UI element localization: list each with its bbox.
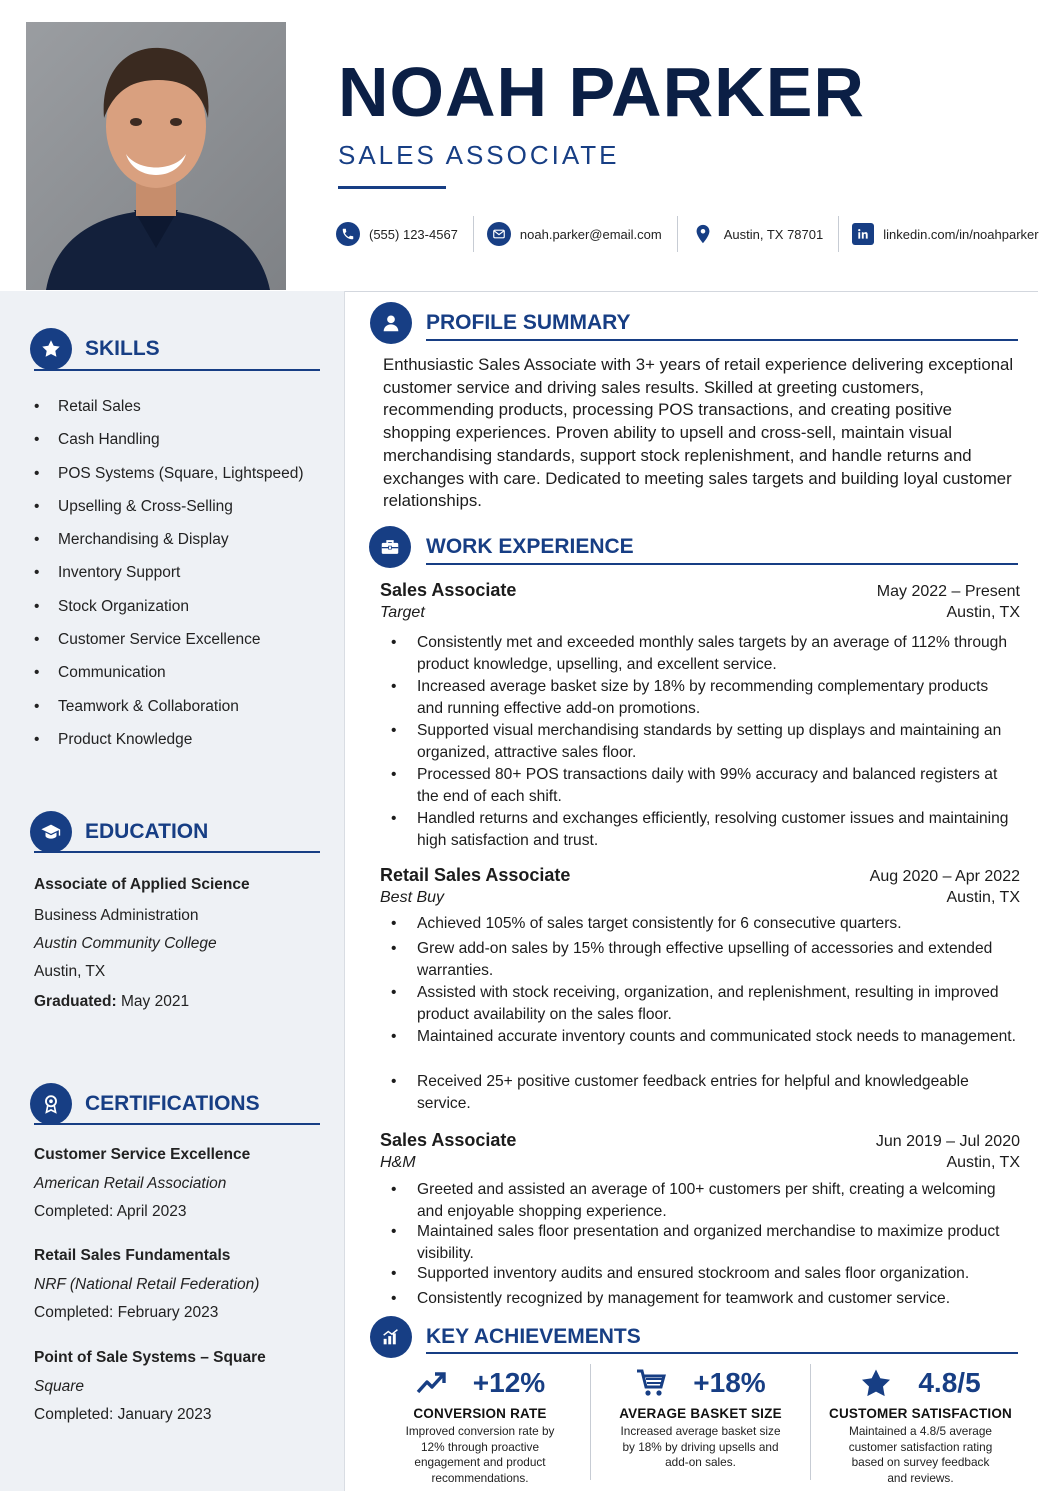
graduation-cap-icon <box>30 811 72 853</box>
achievement-label: CUSTOMER SATISFACTION <box>829 1406 1012 1421</box>
field-of-study: Business Administration <box>34 907 199 924</box>
list-item: • Retail Sales <box>34 398 304 431</box>
candidate-title: SALES ASSOCIATE <box>338 140 620 170</box>
section-rule <box>34 1123 320 1125</box>
achievement-card <box>370 1364 590 1485</box>
user-icon <box>370 302 412 344</box>
list-item: • Maintained accurate inventory counts and communicated stock needs to management. <box>417 1026 1017 1048</box>
certification-entry: Point of Sale Systems – Square Square Completed: January 2023 <box>34 1349 266 1423</box>
email-icon <box>487 222 511 246</box>
company-name: H&M <box>380 1154 416 1171</box>
section-rule <box>34 851 320 853</box>
list-item: • Merchandising & Display <box>34 531 304 564</box>
list-item: • Cash Handling <box>34 431 304 464</box>
achievement-value: 4.8/5 <box>918 1367 981 1398</box>
list-item: • Handled returns and exchanges efficiently, resolving customer issues and maintaining high satisfaction and trust. <box>417 808 1017 851</box>
section-title: WORK EXPERIENCE <box>426 535 634 558</box>
divider <box>473 216 474 252</box>
school-name: Austin Community College <box>34 935 217 952</box>
section-rule <box>426 563 1018 565</box>
portrait-image <box>26 22 286 290</box>
graduation-date: Graduated: May 2021 <box>34 993 190 1010</box>
achievement-value: +18% <box>693 1367 766 1398</box>
phone-text: (555) 123-4567 <box>369 226 458 242</box>
shopping-cart-icon <box>635 1368 667 1398</box>
company-name: Target <box>380 604 425 621</box>
list-item: • Product Knowledge <box>34 731 304 764</box>
list-item: • Teamwork & Collaboration <box>34 698 304 731</box>
profile-photo <box>26 22 286 290</box>
list-item: • Customer Service Excellence <box>34 631 304 664</box>
section-rule <box>426 339 1018 341</box>
skills-heading <box>30 328 160 370</box>
star-icon <box>860 1368 892 1398</box>
contact-location <box>691 222 824 246</box>
school-location: Austin, TX <box>34 963 106 980</box>
certifications-heading <box>30 1083 260 1125</box>
job-entry <box>380 1130 1020 1315</box>
education-entry <box>34 876 250 1011</box>
section-title: EDUCATION <box>85 820 209 843</box>
job-location: Austin, TX <box>946 604 1020 621</box>
job-dates: Aug 2020 – Apr 2022 <box>869 868 1020 885</box>
briefcase-icon <box>369 526 411 568</box>
achievement-description: Improved conversion rate by 12% through proactive engagement and product recommendations. <box>405 1424 555 1485</box>
achievement-card <box>590 1364 810 1480</box>
contact-bar <box>336 216 1048 252</box>
linkedin-icon <box>852 223 874 245</box>
list-item: • Upselling & Cross-Selling <box>34 498 304 531</box>
location-pin-icon <box>691 222 715 246</box>
company-name: Best Buy <box>380 889 445 906</box>
bar-chart-icon <box>370 1316 412 1358</box>
contact-email[interactable] <box>487 222 662 246</box>
phone-icon <box>336 222 360 246</box>
certification-entry: Retail Sales Fundamentals NRF (National Retail Federation) Completed: February 2023 <box>34 1247 260 1321</box>
achievement-label: AVERAGE BASKET SIZE <box>619 1406 782 1421</box>
section-title: PROFILE SUMMARY <box>426 311 631 334</box>
list-item: • Received 25+ positive customer feedback entries for helpful and knowledgeable service. <box>417 1071 1017 1114</box>
job-title: Sales Associate <box>380 580 517 600</box>
job-title: Retail Sales Associate <box>380 865 571 885</box>
achievements-row <box>370 1364 1030 1485</box>
divider <box>677 216 678 252</box>
achievement-card <box>810 1364 1030 1485</box>
section-rule <box>426 1352 1018 1354</box>
list-item: • Increased average basket size by 18% by recommending complementary products and running effective add-on promotions. <box>417 676 1017 719</box>
title-underline <box>338 186 446 189</box>
education-heading <box>30 811 208 853</box>
list-item: • Maintained sales floor presentation and organized merchandise to maximize product visibility. <box>417 1221 1017 1264</box>
list-item: • Achieved 105% of sales target consistently for 6 consecutive quarters. <box>417 913 1017 935</box>
job-location: Austin, TX <box>946 1154 1020 1171</box>
divider <box>838 216 839 252</box>
list-item: • Consistently recognized by management for teamwork and customer service. <box>417 1288 1037 1310</box>
job-title: Sales Associate <box>380 1130 517 1150</box>
job-dates: May 2022 – Present <box>876 583 1020 600</box>
job-dates: Jun 2019 – Jul 2020 <box>875 1133 1020 1150</box>
achievement-value: +12% <box>472 1367 546 1398</box>
list-item: • Assisted with stock receiving, organization, and replenishment, resulting in improved product availability on the sales floor. <box>417 982 1017 1025</box>
candidate-name: NOAH PARKER <box>338 53 865 131</box>
job-entry <box>380 865 1020 1125</box>
email-text: noah.parker@email.com <box>519 226 662 242</box>
list-item: • Supported inventory audits and ensured stockroom and sales floor organization. <box>417 1263 1017 1285</box>
list-item: • Grew add-on sales by 15% through effective upselling of accessories and extended warranties. <box>417 938 1017 981</box>
award-ribbon-icon <box>30 1083 72 1125</box>
work-heading <box>369 526 634 568</box>
list-item: • Communication <box>34 664 304 697</box>
linkedin-text: linkedin.com/in/noahparker <box>883 226 1039 242</box>
section-rule <box>34 369 320 371</box>
degree: Associate of Applied Science <box>34 876 250 893</box>
certification-entry: Customer Service Excellence American Retail Association Completed: April 2023 <box>34 1146 251 1220</box>
list-item: • POS Systems (Square, Lightspeed) <box>34 465 304 498</box>
skills-list <box>34 398 304 764</box>
achievement-label: CONVERSION RATE <box>413 1406 547 1421</box>
job-entry <box>380 580 1020 855</box>
list-item: • Greeted and assisted an average of 100+ customers per shift, creating a welcoming and enjoyable shopping experience. <box>417 1179 1017 1222</box>
location-text: Austin, TX 78701 <box>723 226 824 242</box>
star-icon <box>30 328 72 370</box>
trend-up-icon <box>415 1368 447 1398</box>
list-item: • Supported visual merchandising standards by setting up displays and maintaining an organized, attractive sales floor. <box>417 720 1017 763</box>
profile-summary-text: Enthusiastic Sales Associate with 3+ years of retail experience delivering exceptional customer service and driving sales results. Skilled at greeting customers, recommending products, processing POS transactions, and creating positive shopping experiences. Proven ability to upsell and cross-sell, maintain visual merchandising standards, support stock replenishment, and handle returns and exchanges with care. Dedicated to meeting sales targets and building loyal customer relationships. <box>383 355 1014 511</box>
contact-phone[interactable] <box>336 222 458 246</box>
list-item: • Stock Organization <box>34 598 304 631</box>
achievement-description: Maintained a 4.8/5 average customer satisfaction rating based on survey feedback and reviews. <box>848 1424 993 1485</box>
list-item: • Consistently met and exceeded monthly sales targets by an average of 112% through product knowledge, upselling, and excellent service. <box>417 632 1017 675</box>
job-location: Austin, TX <box>946 889 1020 906</box>
header-divider <box>302 291 1038 292</box>
section-title: CERTIFICATIONS <box>85 1092 260 1115</box>
list-item: • Processed 80+ POS transactions daily with 99% accuracy and balanced registers at the end of each shift. <box>417 764 1017 807</box>
profile-heading <box>370 302 631 344</box>
achievement-description: Increased average basket size by 18% by driving upsells and add-on sales. <box>620 1424 781 1469</box>
section-title: SKILLS <box>85 337 160 360</box>
list-item: • Inventory Support <box>34 564 304 597</box>
contact-linkedin[interactable] <box>852 223 1038 245</box>
section-title: KEY ACHIEVEMENTS <box>426 1325 641 1348</box>
